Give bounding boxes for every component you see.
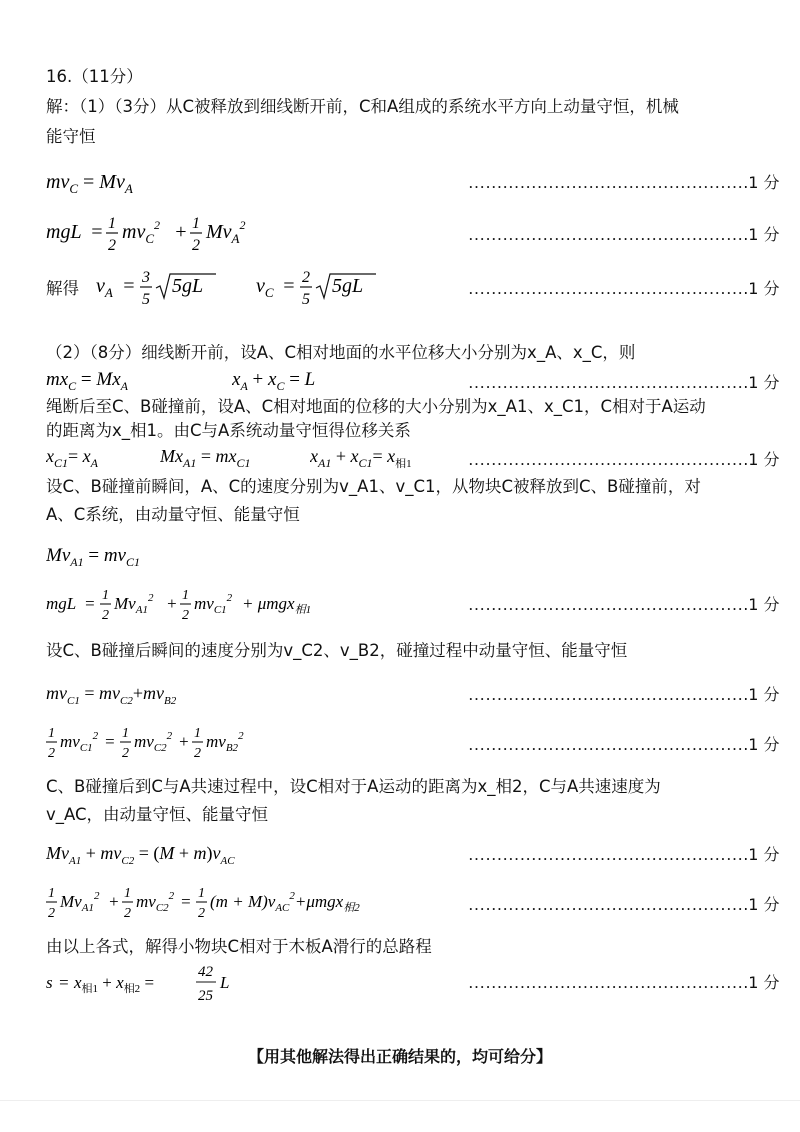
svg-text:42: 42 bbox=[198, 964, 213, 980]
svg-text:(m + M)vAC2+μmgx相2: $(m + M)v_{AC}^2+\mu mgx_{相2}$ bbox=[210, 890, 360, 914]
svg-text:mvC = MvA: $mv_C = Mv_A$ bbox=[46, 171, 133, 196]
equation-collision-energy bbox=[46, 718, 306, 766]
svg-text:2: 2 bbox=[124, 906, 131, 921]
equation-momentum-displacement bbox=[160, 443, 300, 471]
score-line-10: ………………………………………….1 分 bbox=[468, 895, 780, 914]
score-line-4: ………………………………………….1 分 bbox=[468, 373, 780, 392]
svg-text:xC1= xA: $x_{C1}= x_A$ bbox=[46, 446, 99, 470]
svg-text:25: 25 bbox=[198, 988, 213, 1004]
svg-text:=: = bbox=[90, 221, 104, 243]
svg-text:5: 5 bbox=[142, 291, 150, 308]
svg-text:MvA12: $Mv_{A1}^2$ bbox=[60, 890, 100, 914]
score-line-2: ………………………………………….1 分 bbox=[468, 225, 780, 244]
svg-text:+: + bbox=[108, 892, 120, 911]
equation-collision-momentum bbox=[46, 678, 266, 708]
svg-text:2: 2 bbox=[302, 269, 310, 286]
svg-text:mvC2: $mv_C^2$ bbox=[122, 218, 160, 246]
svg-text:2: 2 bbox=[48, 906, 55, 921]
svg-text:xA + xC = L: $x_A + x_C = L$ bbox=[232, 369, 316, 393]
svg-text:=: = bbox=[84, 594, 96, 613]
score-line-8: ………………………………………….1 分 bbox=[468, 735, 780, 754]
equation-common-velocity-momentum bbox=[46, 838, 286, 868]
svg-text:vA: $v_A$ bbox=[96, 275, 113, 300]
equation-total-path bbox=[46, 958, 246, 1008]
svg-text:xA1 + xC1= x相1: $x_{A1} + x_{C1}= x_{相1}$ bbox=[310, 446, 412, 470]
svg-text:mvC1 = mvC2+mvB2: $mv_{C1} = mv_{C2}+mv_{B2}$ bbox=[46, 683, 177, 707]
svg-text:=: = bbox=[58, 973, 70, 992]
part2-text6: 由以上各式，解得小物块C相对于木板A滑行的总路程 bbox=[46, 937, 432, 956]
svg-text:mgL: mgL bbox=[46, 594, 77, 613]
score-line-6: ………………………………………….1 分 bbox=[468, 595, 780, 614]
svg-text:MvA1 + mvC2 = (M + m)vAC: $Mv_{A1} + mv_{C2} = (M + m)v_{AC}$ bbox=[46, 843, 235, 867]
svg-text:+: + bbox=[166, 594, 178, 613]
svg-text:mgL: mgL bbox=[46, 221, 82, 243]
page-bottom-rule bbox=[0, 1100, 800, 1101]
svg-text:+: + bbox=[174, 221, 188, 243]
svg-text:mvC12: $mv_{C1}^2$ bbox=[60, 730, 99, 754]
svg-text:s: s bbox=[46, 973, 53, 992]
svg-text:1: 1 bbox=[48, 886, 55, 901]
svg-text:5: 5 bbox=[302, 291, 310, 308]
grading-note: 【用其他解法得出正确结果的，均可给分】 bbox=[247, 1047, 552, 1066]
equation-displacement-sum bbox=[232, 366, 392, 394]
svg-text:mvB22: $mv_{B2}^2$ bbox=[206, 730, 244, 754]
svg-text:2: 2 bbox=[108, 237, 116, 254]
svg-text:+: + bbox=[178, 732, 190, 751]
svg-text:5gL: 5gL bbox=[172, 275, 204, 297]
svg-text:vC: $v_C$ bbox=[256, 275, 274, 300]
svg-text:+ μmgx相1: + μmgx$_{相1}$ bbox=[242, 594, 312, 616]
svg-text:2: 2 bbox=[48, 746, 55, 761]
equation-va-result bbox=[96, 262, 256, 312]
equation-energy-1 bbox=[46, 208, 286, 258]
svg-text:2: 2 bbox=[182, 608, 189, 623]
score-line-9: ………………………………………….1 分 bbox=[468, 845, 780, 864]
equation-momentum-1 bbox=[46, 166, 246, 198]
svg-text:1: 1 bbox=[194, 726, 201, 741]
equation-xc1 bbox=[46, 443, 156, 471]
equation-momentum-2 bbox=[46, 540, 206, 570]
svg-text:2: 2 bbox=[192, 237, 200, 254]
score-line-5: ………………………………………….1 分 bbox=[468, 450, 780, 469]
svg-text:1: 1 bbox=[48, 726, 55, 741]
part2-text4: 设C、B碰撞后瞬间的速度分别为v_C2、v_B2，碰撞过程中动量守恒、能量守恒 bbox=[46, 641, 628, 660]
problem-title: 16.（11分） bbox=[46, 67, 143, 86]
part2-text5-line2: v_AC，由动量守恒、能量守恒 bbox=[46, 805, 269, 824]
svg-text:2: 2 bbox=[102, 608, 109, 623]
part2-text2-line2: 的距离为x_相1。由C与A系统动量守恒得位移关系 bbox=[46, 421, 411, 440]
equation-common-velocity-energy bbox=[46, 878, 416, 926]
svg-text:1: 1 bbox=[108, 215, 116, 232]
equation-energy-2 bbox=[46, 580, 366, 628]
svg-text:mvC12: $mv_{C1}^2$ bbox=[194, 592, 233, 616]
svg-text:1: 1 bbox=[122, 726, 129, 741]
svg-text:1: 1 bbox=[102, 588, 109, 603]
svg-text:=: = bbox=[122, 275, 136, 297]
svg-text:1: 1 bbox=[124, 886, 131, 901]
svg-text:x相1 + x相2 =: $x_{相1} + x_{相2}$ = bbox=[74, 973, 155, 995]
equation-vc-result bbox=[256, 262, 416, 312]
svg-text:mxC = MxA: $mx_C = Mx_A$ bbox=[46, 369, 128, 393]
svg-text:MvA1 = mvC1: $Mv_{A1} = mv_{C1}$ bbox=[46, 545, 140, 569]
svg-text:3: 3 bbox=[142, 269, 150, 286]
part2-text3-line1: 设C、B碰撞前瞬间，A、C的速度分别为v_A1、v_C1，从物块C被释放到C、B碰撞前，对 bbox=[46, 477, 701, 496]
equation-relative-displacement-1 bbox=[310, 443, 470, 471]
svg-text:1: 1 bbox=[198, 886, 205, 901]
svg-text:mvC22: $mv_{C2}^2$ bbox=[136, 890, 175, 914]
svg-text:mvC22: $mv_{C2}^2$ bbox=[134, 730, 173, 754]
svg-text:L: L bbox=[220, 973, 230, 992]
score-line-7: ………………………………………….1 分 bbox=[468, 685, 780, 704]
svg-text:1: 1 bbox=[192, 215, 200, 232]
part2-intro: （2）（8分）细线断开前，设A、C相对地面的水平位移大小分别为x_A、x_C，则 bbox=[46, 343, 636, 362]
part2-text2-line1: 绳断后至C、B碰撞前，设A、C相对地面的位移的大小分别为x_A1、x_C1，C相对于A运动 bbox=[46, 397, 706, 416]
part1-intro-line2: 能守恒 bbox=[46, 127, 96, 146]
part2-text5-line1: C、B碰撞后到C与A共速过程中，设C相对于A运动的距离为x_相2，C与A共速速度为 bbox=[46, 777, 661, 796]
svg-text:MvA2: $Mv_A^2$ bbox=[206, 218, 246, 246]
svg-text:2: 2 bbox=[198, 906, 205, 921]
svg-text:5gL: 5gL bbox=[332, 275, 364, 297]
svg-text:MvA12: $Mv_{A1}^2$ bbox=[114, 592, 154, 616]
svg-text:2: 2 bbox=[194, 746, 201, 761]
equation-displacement-1 bbox=[46, 366, 226, 394]
svg-text:=: = bbox=[104, 732, 116, 751]
part2-text3-line2: A、C系统，由动量守恒、能量守恒 bbox=[46, 505, 300, 524]
part1-intro-line1: 解：（1）（3分）从C被释放到细线断开前，C和A组成的系统水平方向上动量守恒，机械 bbox=[46, 97, 679, 116]
score-line-3: ………………………………………….1 分 bbox=[468, 279, 780, 298]
svg-text:=: = bbox=[282, 275, 296, 297]
result-label: 解得 bbox=[46, 279, 79, 298]
score-line-1: ………………………………………….1 分 bbox=[468, 173, 780, 192]
svg-text:MxA1 = mxC1: $Mx_{A1} = mx_{C1}$ bbox=[160, 446, 251, 470]
svg-text:2: 2 bbox=[122, 746, 129, 761]
svg-text:1: 1 bbox=[182, 588, 189, 603]
svg-text:=: = bbox=[180, 892, 192, 911]
score-line-11: ………………………………………….1 分 bbox=[468, 973, 780, 992]
